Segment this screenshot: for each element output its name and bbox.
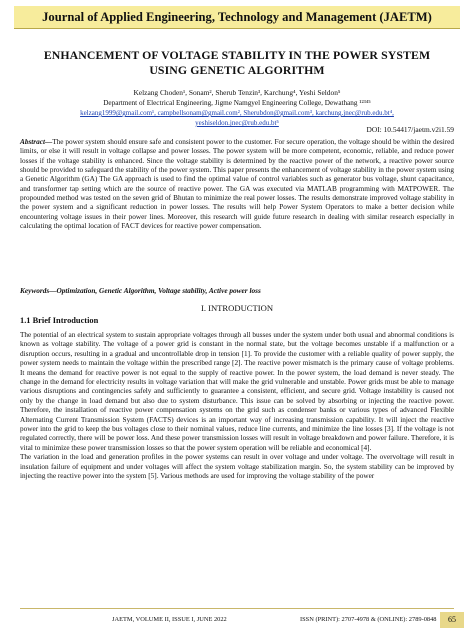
journal-title: Journal of Applied Engineering, Technology and Management (JAETM): [42, 10, 432, 24]
emails-line-1[interactable]: kelzang1999@gmail.com¹, campbellsonam@gmail.com², Sherubdon@gmail.com³, karchung.jnec@rub.edu.bt⁴,: [80, 109, 394, 117]
keywords: Keywords—Optimization, Genetic Algorithm, Voltage stability, Active power loss: [20, 286, 261, 295]
abstract-label: Abstract—: [20, 138, 53, 146]
page-number: 65: [440, 612, 464, 628]
affiliation: Department of Electrical Engineering, Jigme Namgyel Engineering College, Dewathang ¹²³⁴⁵: [103, 99, 371, 107]
section-heading: I. INTRODUCTION: [200, 303, 274, 313]
journal-header: [14, 6, 460, 29]
footer-issn: ISSN (PRINT): 2707-4978 & (ONLINE): 2789-0848: [300, 616, 437, 623]
authors: Kelzang Choden¹, Sonam², Sherub Tenzin³, Karchung⁴, Yeshi Seldon⁵: [133, 88, 341, 97]
introduction-body: [20, 331, 454, 482]
footer-volume: JAETM, VOLUME II, ISSUE I, JUNE 2022: [112, 616, 227, 623]
title-line-1: ENHANCEMENT OF VOLTAGE STABILITY IN THE POWER SYSTEM: [43, 48, 431, 62]
page-footer: [0, 612, 474, 632]
abstract-text: The power system should ensure safe and consistent power to the customer. For secure operation, the voltage should be within the desired limits, or else it will result in voltage collapse and power losses. The power system will be more competent, economic, reliable, and reduce power losses if the voltage stability is enhanced. Since the voltage stability is determined by the reactive power of the network, a reactive power source should be provided to safeguard the stability of the power system. This paper presents the enhancement of voltage stability in the power system using a Genetic Algorithm (GA) The GA approach is used to find the optimal value of control variables such as generator bus voltage, shunt capacitance, and transformer tap setting which are the source of reactive power. The GA was executed via MATLAB programming with MATPOWER. The propounded method was tested on the seven grid of Bhutan to minimize the real power losses. The results demonstrate improved voltage stability in the power system and a significant reduction in power losses. The results will help Power System Operators to make a better decision while encountering voltage issues in their power lines. Moreover, this research will guide future research in dealing with similar research especially in calculating the optimal location of FACT devices for reactive power compensation.: [20, 138, 454, 231]
abstract: [20, 138, 454, 231]
doi: DOI: 10.54417/jaetm.v2i1.59: [366, 125, 454, 134]
emails-line-2[interactable]: yeshiseldon.jnec@rub.edu.bt⁵: [195, 119, 279, 127]
footer-divider: [20, 608, 454, 609]
subsection-heading: 1.1 Brief Introduction: [20, 316, 99, 325]
paragraph-2: The variation in the load and generation profiles in the power systems can result in over voltage and under voltage. The overvoltage will result in insulation failure of equipment and under voltages will affect the system voltage stabilization margin. So, the system stability can be improved by injecting the reactive power into the system [5]. Various methods are used for improving the voltage stability of the power: [20, 453, 454, 481]
paper-title: [20, 48, 454, 78]
title-line-2: USING GENETIC ALGORITHM: [149, 63, 325, 77]
paragraph-1: The potential of an electrical system to sustain appropriate voltages through all busses under the system under both usual and abnormal conditions is known as voltage stability. The voltage of a power grid is constant in the normal state, but the voltage becomes unstable if a malfunction or a disruption occurs, resulting in a gradual and uncontrollable drop in tension [1]. To provide the customer with a reliable quality of power supply, the power system needs to maintain the voltage within the prescribed range [2]. The reactive power mismatch is the primary cause of voltage problems. It means the demand for reactive power is not equal to the supply of reactive power. In the power system, the load demand is never steady. The change in the demand for electricity results in voltage variation that will make the grid vulnerable and unstable. Power grids must be able to manage various disruptions and contingencies safely and sufficiently to guarantee a consistent, efficient, and secure grid. Voltage instability is caused not only by the change in load demand but also due to system disturbance. This issue can be solved by absorbing or injecting the reactive power. Therefore, the installation of reactive power compensation systems on the grid such as condenser banks or various types of advanced Flexible Alternating Current Transmission System (FACTS) devices is an important way of increasing transmission capability. It will inject the reactive power into the grid to keep the bus voltages close to their nominal values, reduce line currents, and minimize the line losses [3]. If the voltage is not regulated correctly, there will be power loss. And these power transmission losses will result in voltage breakdown and power failure. Therefore, it is vital to minimize these power transmission losses so that the power system operation will be reliable and economical [4].: [20, 331, 454, 452]
